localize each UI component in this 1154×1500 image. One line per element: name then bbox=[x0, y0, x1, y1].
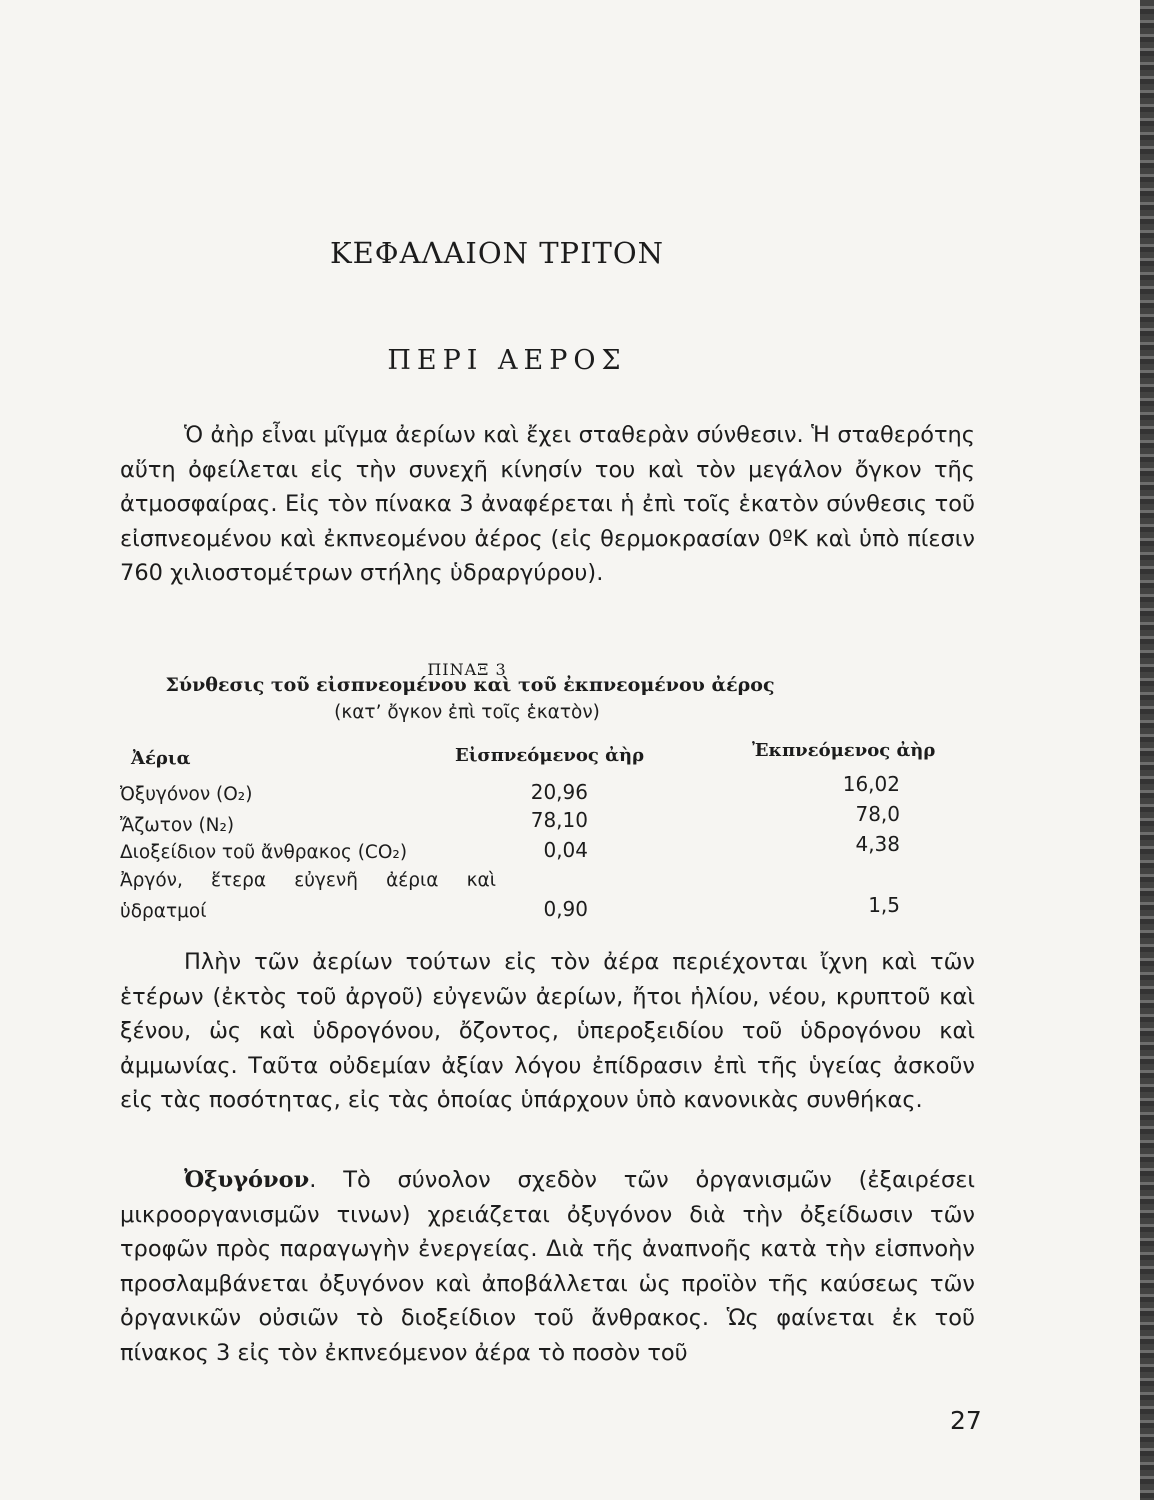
table-cell-nitrogen-inhaled: 78,10 bbox=[530, 808, 588, 832]
table-cell-oxygen-inhaled: 20,96 bbox=[530, 780, 588, 804]
table-number: ΠΙΝΑΞ 3 bbox=[427, 660, 507, 679]
label-word: Ἀργόν, bbox=[120, 870, 183, 891]
table-header-inhaled: Εἰσπνεόμενος ἀὴρ bbox=[455, 745, 645, 766]
table-cell-co2-inhaled: 0,04 bbox=[543, 838, 588, 862]
table-row-label-argon-line2: ὑδρατμοί bbox=[120, 901, 207, 922]
label-word: ἀέρια bbox=[386, 870, 439, 891]
table-row-label-co2: Διοξείδιον τοῦ ἄνθρακος (CO₂) bbox=[120, 842, 408, 863]
table-header-gas: Ἀέρια bbox=[131, 748, 191, 769]
section-title: ΠΕΡΙ ΑΕΡΟΣ bbox=[387, 345, 627, 376]
table-cell-co2-exhaled: 4,38 bbox=[855, 832, 900, 856]
table-subcaption: (κατ’ ὄγκον ἐπὶ τοῖς ἑκατὸν) bbox=[334, 702, 600, 723]
table-row-label-oxygen: Ὀξυγόνον (O₂) bbox=[120, 784, 253, 805]
table-row-label-nitrogen: Ἄζωτον (N₂) bbox=[120, 815, 235, 836]
paragraph-trace-gases: Πλὴν τῶν ἀερίων τούτων εἰς τὸν ἀέρα περιέχονται ἴχνη καὶ τῶν ἑτέρων (ἐκτὸς τοῦ ἀργοῦ) εὐγενῶν ἀερίων, ἤτοι ἡλίου, νέου, κρυπτοῦ καὶ ξένου, ὡς καὶ ὑδρογόνου, ὄζοντος, ὑπεροξειδίου τοῦ ὑδρογόνου καὶ ἀμμωνίας. Ταῦτα οὐδεμίαν ἀξίαν λόγου ἐπίδρασιν ἐπὶ τῆς ὑγείας ἀσκοῦν εἰς τὰς ποσότητας, εἰς τὰς ὁποίας ὑπάρχουν ὑπὸ κανονικὰς συνθήκας. bbox=[120, 949, 975, 1113]
binding-edge bbox=[1140, 0, 1154, 1500]
label-word: καὶ bbox=[466, 870, 496, 891]
paragraph-oxygen bbox=[120, 1163, 975, 1370]
table-cell-argon-exhaled: 1,5 bbox=[868, 893, 900, 917]
paragraph-oxygen-body: . Τὸ σύνολον σχεδὸν τῶν ὀργανισμῶν (ἐξαιρέσει μικροοργανισμῶν τινων) χρειάζεται ὀξυγόνον διὰ τὴν ὀξείδωσιν τῶν τροφῶν πρὸς παραγωγὴν ἐνεργείας. Διὰ τῆς ἀναπνοῆς κατὰ τὴν εἰσπνοὴν προσλαμβάνεται ὀξυγόνον καὶ ἀποβάλλεται ὡς προϊὸν τῆς καύσεως τῶν ὀργανικῶν οὐσιῶν τὸ διοξείδιον τοῦ ἄνθρακος. Ὡς φαίνεται ἐκ τοῦ πίνακος 3 εἰς τὸν ἐκπνεόμενον ἀέρα τὸ ποσὸν τοῦ bbox=[120, 1167, 975, 1366]
chapter-title: ΚΕΦΑΛΑΙΟΝ ΤΡΙΤΟΝ bbox=[329, 236, 665, 270]
table-header-exhaled: Ἐκπνεόμενος ἀὴρ bbox=[752, 740, 936, 761]
table-row-label-argon-line1 bbox=[120, 870, 496, 891]
label-word: εὐγενῆ bbox=[294, 870, 358, 891]
table-cell-oxygen-exhaled: 16,02 bbox=[842, 772, 900, 796]
table-caption: Σύνθεσις τοῦ εἰσπνεομένου καὶ τοῦ ἐκπνεομένου ἀέρος bbox=[165, 674, 775, 696]
label-word: ἕτερα bbox=[211, 870, 267, 891]
table-cell-nitrogen-exhaled: 78,0 bbox=[855, 802, 900, 826]
paragraph-intro: Ὁ ἀὴρ εἶναι μῖγμα ἀερίων καὶ ἔχει σταθερὰν σύνθεσιν. Ἡ σταθερότης αὕτη ὀφείλεται εἰς τὴν συνεχῆ κίνησίν του καὶ τὸν μεγάλον ὄγκον τῆς ἀτμοσφαίρας. Εἰς τὸν πίνακα 3 ἀναφέρεται ἡ ἐπὶ τοῖς ἑκατὸν σύνθεσις τοῦ εἰσπνεομένου καὶ ἐκπνεομένου ἀέρος (εἰς θερμοκρασίαν 0ºΚ καὶ ὑπὸ πίεσιν 760 χιλιοστομέτρων στήλης ὑδραργύρου). bbox=[120, 422, 975, 586]
paragraph-oxygen-lead: Ὀξυγόνον bbox=[184, 1167, 310, 1193]
page-number: 27 bbox=[950, 1406, 982, 1435]
table-cell-argon-inhaled: 0,90 bbox=[543, 897, 588, 921]
